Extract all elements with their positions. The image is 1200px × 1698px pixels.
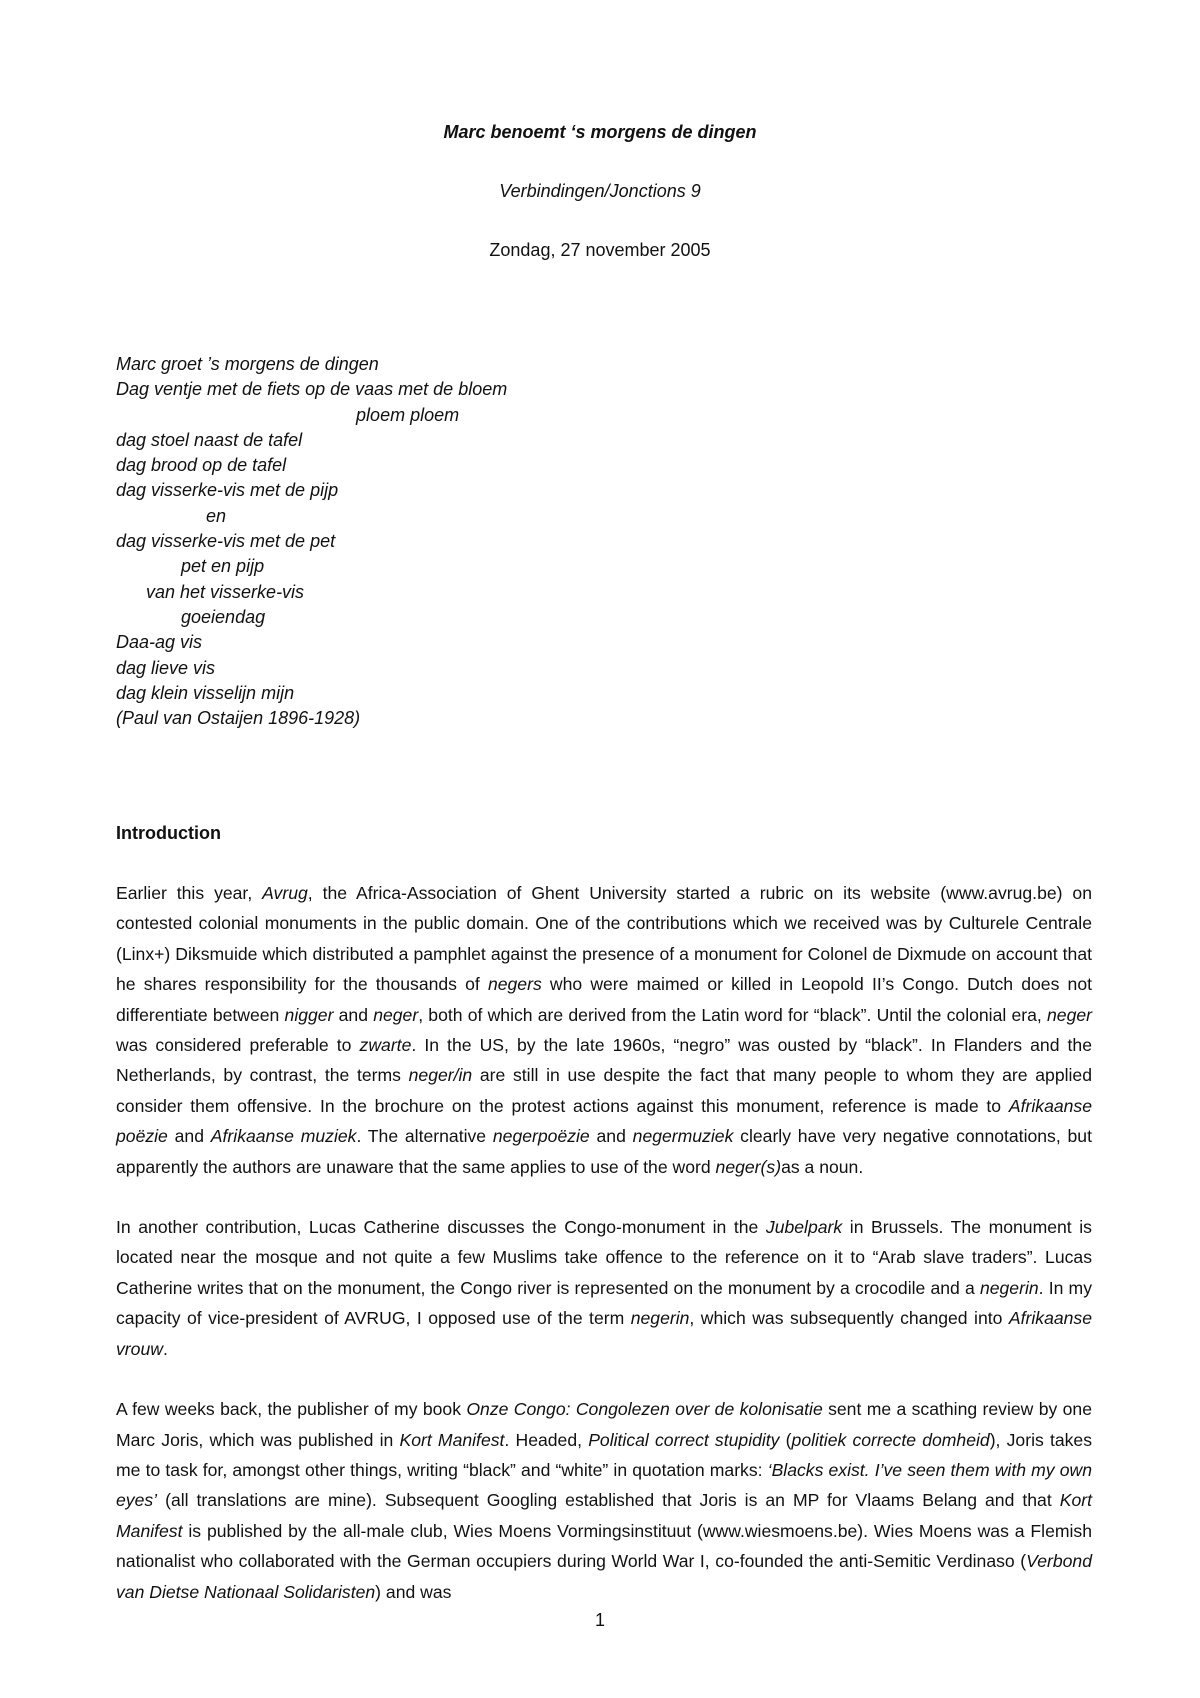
italic-text: neger bbox=[373, 1004, 419, 1025]
poem-line: dag lieve vis bbox=[116, 657, 216, 678]
italic-text: Kort Manifest bbox=[399, 1429, 505, 1450]
text-run: and bbox=[333, 1004, 374, 1025]
italic-text: neger(s) bbox=[715, 1156, 782, 1177]
italic-text: Political correct stupidity bbox=[588, 1429, 780, 1450]
italic-text: Afrikaanse vrouw bbox=[116, 1308, 1093, 1359]
text-run: and bbox=[589, 1126, 633, 1147]
text-run: . In the US, by the late 1960s, “negro” was ousted by “black”. In Flanders and the Netherlands, by contrast, the terms bbox=[116, 1035, 1093, 1086]
poem-line: Marc groet ’s morgens de dingen bbox=[116, 354, 379, 374]
poem-line: van het visserke-vis bbox=[116, 581, 305, 602]
text-run: in Brussels. The monument is located near the mosque and not quite a few Muslims take offence to the reference on it to “Arab slave traders”. Lucas Catherine writes that on the monument, the Congo river is represented on the monument by a crocodile and a bbox=[116, 1217, 1092, 1298]
italic-text: zwarte bbox=[359, 1035, 412, 1056]
document-subtitle: Verbindingen/Jonctions 9 bbox=[499, 181, 701, 201]
italic-text: negers bbox=[487, 974, 542, 995]
poem-line: dag brood op de tafel bbox=[116, 455, 287, 476]
italic-text: negerpoëzie bbox=[492, 1126, 590, 1147]
poem-line: goeiendag bbox=[116, 606, 266, 627]
text-run: . The alternative bbox=[356, 1126, 493, 1147]
text-run: sent me a scathing review by one Marc Joris, which was published in bbox=[116, 1399, 1092, 1450]
text-run: was considered preferable to bbox=[116, 1035, 360, 1056]
poem-line: dag klein visselijn mijn bbox=[116, 682, 295, 703]
poem-line: Dag ventje met de fiets op de vaas met de bloem bbox=[116, 379, 508, 400]
text-run: , which was subsequently changed into bbox=[689, 1308, 1009, 1329]
text-run: . In my capacity of vice-president of AVRUG, I opposed use of the term bbox=[116, 1277, 1093, 1329]
poem-line: dag visserke-vis met de pet bbox=[116, 531, 336, 552]
paragraph bbox=[116, 878, 1092, 1182]
text-run: and bbox=[167, 1126, 211, 1147]
italic-text: negerin bbox=[979, 1277, 1039, 1298]
text-run: . bbox=[162, 1338, 168, 1359]
italic-text: Verbond van Dietse Nationaal Solidaristen bbox=[116, 1551, 1092, 1602]
italic-text: Jubelpark bbox=[765, 1217, 843, 1238]
italic-text: Kort Manifest bbox=[116, 1490, 1092, 1541]
italic-text: Afrikaanse muziek bbox=[210, 1126, 357, 1147]
italic-text: politiek correcte domheid bbox=[791, 1429, 990, 1450]
italic-text: ‘Blacks exist. I’ve seen them with my own eyes’ bbox=[116, 1459, 1092, 1511]
italic-text: neger/in bbox=[408, 1065, 473, 1086]
document-title: Marc benoemt ‘s morgens de dingen bbox=[443, 122, 757, 142]
italic-text: neger bbox=[1047, 1004, 1092, 1025]
text-run: ( bbox=[779, 1429, 792, 1450]
text-run: ) and was bbox=[375, 1581, 452, 1602]
text-run: In another contribution, Lucas Catherine discusses the Congo-monument in the bbox=[116, 1217, 766, 1238]
body-text bbox=[116, 878, 1092, 1637]
italic-text: Afrikaanse poëzie bbox=[116, 1095, 1092, 1147]
poem-line: (Paul van Ostaijen 1896-1928) bbox=[116, 708, 361, 729]
text-run: are still in use despite the fact that many people to whom they are applied consider them offensive. In the brochure on the protest actions against this monument, reference is made to bbox=[116, 1065, 1092, 1116]
italic-text: nigger bbox=[284, 1004, 334, 1025]
text-run: . Headed, bbox=[504, 1429, 589, 1450]
italic-text: negermuziek bbox=[632, 1126, 734, 1147]
text-run: as a noun. bbox=[781, 1156, 864, 1177]
page-number: 1 bbox=[594, 1610, 605, 1630]
text-run: , both of which are derived from the Latin word for “black”. Until the colonial era, bbox=[418, 1004, 1047, 1025]
section-heading: Introduction bbox=[116, 823, 221, 843]
poem-line: Daa-ag vis bbox=[116, 632, 203, 653]
text-run: Earlier this year, bbox=[116, 883, 263, 903]
document-date: Zondag, 27 november 2005 bbox=[489, 240, 711, 260]
text-run: (all translations are mine). Subsequent Googling established that Joris is an MP for Vlaams Belang and that bbox=[157, 1490, 1060, 1511]
italic-text: Avrug bbox=[262, 883, 308, 903]
poem bbox=[116, 352, 507, 731]
italic-text: negerin bbox=[630, 1308, 690, 1329]
poem-line: en bbox=[116, 505, 227, 526]
text-run: clearly have very negative connotations, but apparently the authors are unaware that the same applies to use of the word bbox=[116, 1126, 1092, 1177]
text-run: , the Africa-Association of Ghent University started a rubric on its website (www.avrug.be) on contested colonial monuments in the public domain. One of the contributions which we received was by Culturele Centrale (Linx+) Diksmuide which distributed a pamphlet against the presence of a monument for Colonel de Dixmude on account that he shares responsibility for the thousands of bbox=[116, 883, 1092, 995]
poem-line: dag stoel naast de tafel bbox=[116, 429, 303, 450]
poem-line: ploem ploem bbox=[116, 404, 460, 425]
paragraph bbox=[116, 1394, 1092, 1607]
text-run: ), Joris takes me to task for, amongst other things, writing “black” and “white” in quotation marks: bbox=[116, 1429, 1093, 1480]
poem-line: pet en pijp bbox=[116, 556, 265, 577]
poem-line: dag visserke-vis met de pijp bbox=[116, 480, 339, 501]
italic-text: Onze Congo: Congolezen over de kolonisatie bbox=[466, 1399, 823, 1420]
text-run: A few weeks back, the publisher of my book bbox=[116, 1399, 467, 1420]
text-run: is published by the all-male club, Wies Moens Vormingsinstituut (www.wiesmoens.be). Wies Moens was a Flemish nationalist who collaborated with the German occupiers during World War I, co-founded the anti-Semitic Verdinaso ( bbox=[116, 1520, 1092, 1572]
text-run: who were maimed or killed in Leopold II’s Congo. Dutch does not differentiate between bbox=[116, 974, 1092, 1025]
paragraph bbox=[116, 1212, 1092, 1364]
